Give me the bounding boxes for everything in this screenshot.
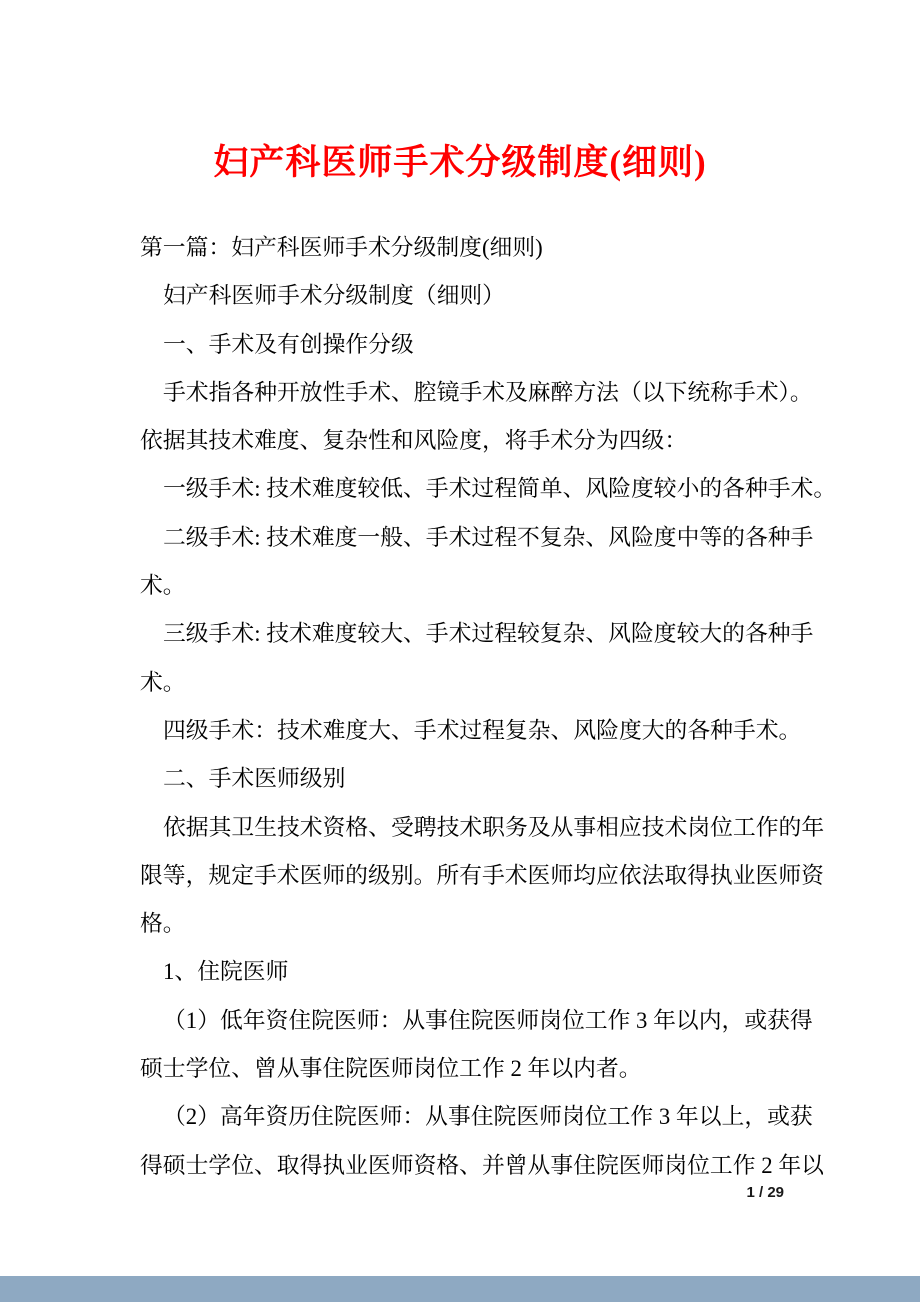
text-line: 依据其卫生技术资格、受聘技术职务及从事相应技术岗位工作的年 bbox=[163, 814, 825, 840]
text-line: 依据其技术难度、复杂性和风险度，将手术分为四级： bbox=[140, 428, 688, 454]
text-line: 术。 bbox=[140, 573, 186, 599]
text-line: （1）低年资住院医师：从事住院医师岗位工作 3 年以内，或获得 bbox=[163, 1007, 813, 1033]
text-line: 手术指各种开放性手术、腔镜手术及麻醉方法（以下统称手术）。 bbox=[163, 379, 813, 405]
text-line: 第一篇：妇产科医师手术分级制度(细则) bbox=[140, 235, 543, 260]
text-line: 限等，规定手术医师的级别。所有手术医师均应依法取得执业医师资 bbox=[140, 862, 824, 888]
document-body bbox=[140, 224, 837, 1190]
text-line: 一级手术: 技术难度较低、手术过程简单、风险度较小的各种手术。 bbox=[163, 476, 837, 502]
text-line: 二、手术医师级别 bbox=[163, 766, 346, 792]
viewer-footer-bar bbox=[0, 1276, 920, 1302]
text-line: 术。 bbox=[140, 669, 186, 695]
doc-title: 妇产科医师手术分级制度(细则) bbox=[213, 143, 707, 182]
text-line: （2）高年资历住院医师：从事住院医师岗位工作 3 年以上，或获 bbox=[163, 1104, 813, 1130]
page-number: 1 / 29 bbox=[746, 1184, 784, 1201]
text-line: 硕士学位、曾从事住院医师岗位工作 2 年以内者。 bbox=[140, 1056, 642, 1082]
text-line: 一、手术及有创操作分级 bbox=[163, 331, 414, 357]
text-line: 二级手术: 技术难度一般、手术过程不复杂、风险度中等的各种手 bbox=[163, 524, 814, 550]
text-line: 得硕士学位、取得执业医师资格、并曾从事住院医师岗位工作 2 年以 bbox=[140, 1152, 824, 1178]
text-line: 格。 bbox=[140, 911, 186, 937]
text-line: 四级手术：技术难度大、手术过程复杂、风险度大的各种手术。 bbox=[163, 717, 802, 743]
text-line: 1、住院医师 bbox=[163, 959, 289, 985]
text-line: 妇产科医师手术分级制度（细则） bbox=[163, 283, 505, 309]
text-line: 三级手术: 技术难度较大、手术过程较复杂、风险度较大的各种手 bbox=[163, 621, 814, 647]
